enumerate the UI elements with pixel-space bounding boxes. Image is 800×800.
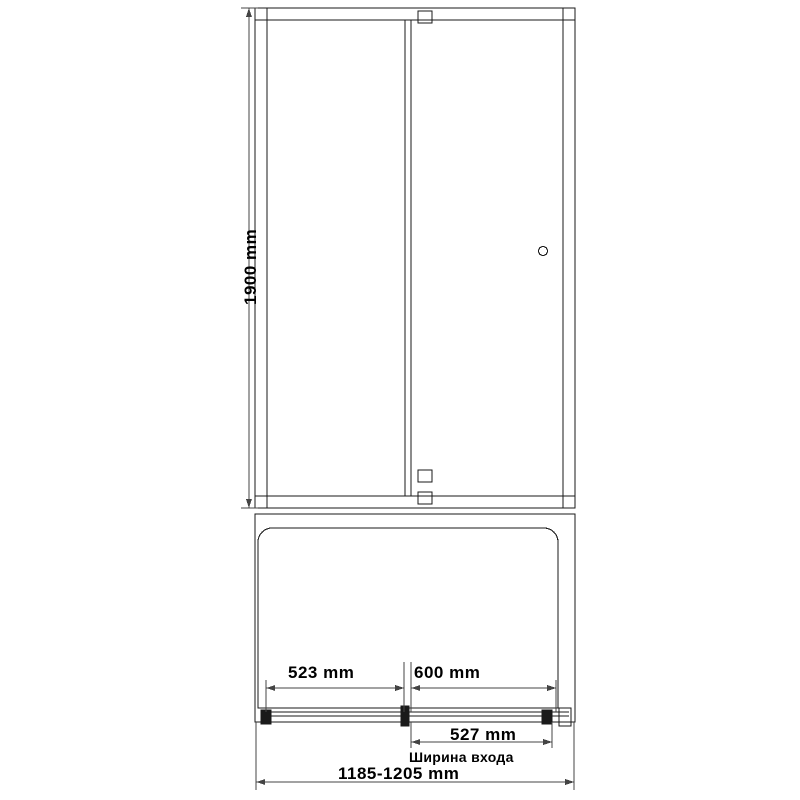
plan-view-frame [255, 514, 575, 722]
label-entry-width-caption: Ширина входа [409, 749, 514, 765]
front-view-frame [255, 8, 575, 508]
label-height: 1900 mm [241, 228, 260, 305]
front-view-door-stile [405, 20, 411, 496]
label-panel-right-width: 600 mm [414, 663, 481, 682]
hinge-bottom [418, 470, 432, 504]
plan-view-track [261, 706, 571, 726]
label-entry-width-value: 527 mm [450, 725, 517, 744]
hinge-top [418, 11, 432, 23]
label-panel-left-width: 523 mm [288, 663, 355, 682]
door-handle-knob [539, 247, 548, 256]
label-total-width: 1185-1205 mm [338, 764, 460, 783]
